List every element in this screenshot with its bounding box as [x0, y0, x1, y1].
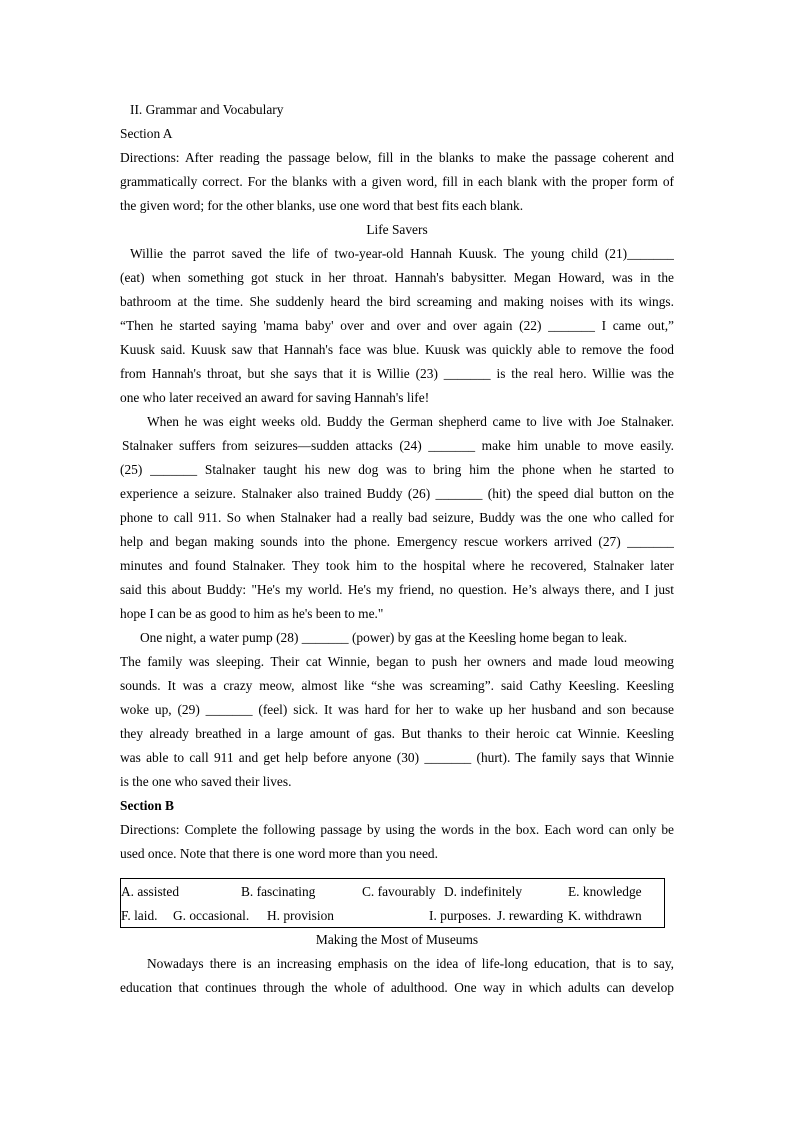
paragraph-buddy [120, 410, 674, 626]
passage-line: (eat) when something got stuck in her throat. Hannah's babysitter. Megan Howard, was in the [120, 270, 674, 285]
passage-line: “Then he started saying 'mama baby' over and over and over again (22) _______ I came out,” [120, 318, 674, 333]
passage-line: (25) _______ Stalnaker taught his new dog was to bring him the phone when he started to [120, 462, 674, 477]
word-option: F. laid. [121, 908, 158, 923]
passage-line: from Hannah's throat, but she says that it is Willie (23) _______ is the real hero. Willie was the [120, 366, 674, 381]
passage-line: hope I can be as good to him as he's been to me." [120, 606, 384, 621]
passage-line: When he was eight weeks old. Buddy the German shepherd came to live with Joe Stalnaker. [147, 414, 674, 429]
word-option: K. withdrawn [568, 908, 642, 923]
passage-line: they already breathed in a large amount of gas. But thanks to their heroic cat Winnie. Keesling [120, 726, 674, 741]
directions-line: grammatically correct. For the blanks with a given word, fill in each blank with the proper form of [120, 174, 674, 189]
passage-line: experience a seizure. Stalnaker also trained Buddy (26) _______ (hit) the speed dial button on the [120, 486, 674, 501]
passage-line: was able to call 911 and get help before anyone (30) _______ (hurt). The family says that Winnie [120, 750, 674, 765]
passage-line: minutes and found Stalnaker. They took him to the hospital where he recovered, Stalnaker later [120, 558, 674, 573]
passage-line: bathroom at the time. She suddenly heard the bird screaming and making noises with its wings. [120, 294, 674, 309]
passage-line: The family was sleeping. Their cat Winnie, began to push her owners and made loud meowing [120, 654, 674, 669]
passage-line: woke up, (29) _______ (feel) sick. It was hard for her to wake up her husband and son because [120, 702, 674, 717]
passage-line: education that continues through the whole of adulthood. One way in which adults can develop [120, 980, 674, 995]
passage-line: is the one who saved their lives. [120, 774, 292, 789]
word-option: I. purposes. [429, 908, 492, 923]
word-option: B. fascinating [241, 884, 316, 899]
passage-line: Nowadays there is an increasing emphasis on the idea of life-long education, that is to say, [147, 956, 674, 971]
passage-line: Stalnaker suffers from seizures—sudden attacks (24) _______ make him unable to move easily. [122, 438, 674, 453]
paragraph-willie [120, 242, 674, 410]
word-option: H. provision [267, 908, 334, 923]
passage-line: sounds. It was a crazy meow, almost like “she was screaming”. said Cathy Keesling. Keesling [120, 678, 674, 693]
directions-line: Directions: After reading the passage below, fill in the blanks to make the passage coherent and [120, 150, 674, 165]
passage-line: phone to call 911. So when Stalnaker had a really bad seizure, Buddy was the one who called for [120, 510, 674, 525]
paragraph-winnie [120, 626, 674, 794]
word-option: E. knowledge [568, 884, 642, 899]
directions-line: used once. Note that there is one word more than you need. [120, 846, 438, 861]
paragraph-museums [120, 952, 674, 1000]
exam-page [120, 98, 674, 1000]
passage-line: said this about Buddy: "He's my world. He's my friend, no question. He’s always there, and I just [120, 582, 674, 597]
section-b-heading: Section B [120, 798, 174, 813]
word-option: A. assisted [121, 884, 180, 899]
word-option: J. rewarding [497, 908, 564, 923]
word-box [120, 878, 665, 928]
section-a-heading: Section A [120, 126, 173, 141]
passage-line: Kuusk said. Kuusk saw that Hannah's face was blue. Kuusk was quickly able to remove the food [120, 342, 674, 357]
passage-line: One night, a water pump (28) _______ (power) by gas at the Keesling home began to leak. [140, 630, 628, 645]
directions-line: Directions: Complete the following passage by using the words in the box. Each word can only be [120, 822, 674, 837]
part-title: II. Grammar and Vocabulary [130, 102, 284, 117]
passage-line: one who later received an award for saving Hannah's life! [120, 390, 430, 405]
section-a-directions [120, 146, 674, 218]
directions-line: the given word; for the other blanks, use one word that best fits each blank. [120, 198, 524, 213]
passage-title: Life Savers [366, 222, 428, 237]
passage-line: Willie the parrot saved the life of two-year-old Hannah Kuusk. The young child (21)_______ [130, 246, 674, 261]
word-option: G. occasional. [173, 908, 250, 923]
section-b-directions [120, 818, 674, 866]
passage-title: Making the Most of Museums [315, 932, 479, 947]
word-option: D. indefinitely [444, 884, 523, 899]
passage-line: help and began making sounds into the phone. Emergency rescue workers arrived (27) _______ [120, 534, 674, 549]
word-option: C. favourably [362, 884, 436, 899]
